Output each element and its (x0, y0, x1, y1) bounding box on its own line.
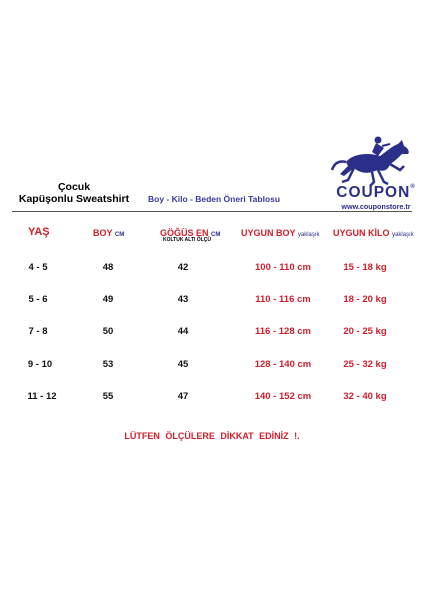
row-1-uygun-boy: 100 - 110 cm (255, 262, 311, 273)
row-3-uygun-kilo: 20 - 25 kg (343, 326, 387, 337)
row-1-yas: 4 - 5 (28, 262, 48, 273)
brand-name (334, 184, 418, 202)
row-4-uygun-boy: 128 - 140 cm (254, 359, 312, 370)
header-divider (12, 211, 412, 212)
row-2-yas: 5 - 6 (28, 294, 48, 305)
product-title (14, 181, 134, 205)
row-2-boy: 49 (102, 294, 114, 305)
product-title-line2: Kapüşonlu Sweatshirt (18, 193, 130, 205)
brand-website: www.couponstore.tr (341, 202, 411, 211)
row-4-yas: 9 - 10 (27, 359, 53, 370)
header-boy-unit: CM (114, 232, 125, 238)
row-2-gogus: 43 (177, 294, 189, 305)
row-1-boy: 48 (102, 262, 114, 273)
row-2-uygun-boy: 110 - 116 cm (255, 294, 311, 305)
registered-mark: ® (410, 184, 416, 190)
table-title: Boy - Kilo - Beden Öneri Tablosu (148, 194, 281, 204)
row-2-uygun-kilo: 18 - 20 kg (343, 294, 387, 305)
brand-name-text: COUPON (336, 184, 411, 201)
row-5-yas: 11 - 12 (27, 391, 57, 402)
header-uygun-kilo (333, 228, 414, 238)
row-3-gogus: 44 (177, 326, 189, 337)
header-boy (93, 228, 124, 238)
row-5-uygun-boy: 140 - 152 cm (254, 391, 312, 402)
header-uygun-kilo-sub: yaklaşık (392, 232, 414, 238)
row-4-boy: 53 (102, 359, 114, 370)
header-gogus-unit: CM (211, 232, 221, 238)
row-5-boy: 55 (102, 391, 114, 402)
header-uygun-boy-label: UYGUN BOY (241, 228, 296, 238)
row-1-gogus: 42 (177, 262, 189, 273)
row-1-uygun-kilo: 15 - 18 kg (343, 262, 387, 273)
product-title-line1: Çocuk (57, 181, 91, 193)
header-gogus-subnote: KOLTUK ALTI ÖLÇÜ (163, 237, 211, 243)
attention-note: LÜTFEN ÖLÇÜLERE DİKKAT EDİNİZ !. (124, 431, 300, 441)
header-uygun-boy (241, 228, 320, 238)
header-gogus-label: GÖĞÜS EN (160, 228, 209, 238)
row-3-yas: 7 - 8 (28, 326, 48, 337)
row-4-uygun-kilo: 25 - 32 kg (343, 359, 387, 370)
row-3-boy: 50 (102, 326, 114, 337)
header-boy-label: BOY (93, 228, 113, 238)
header-yas: YAŞ (28, 226, 50, 238)
row-5-gogus: 47 (177, 391, 189, 402)
row-3-uygun-boy: 116 - 128 cm (255, 326, 311, 337)
row-4-gogus: 45 (177, 359, 189, 370)
header-uygun-kilo-label: UYGUN KİLO (333, 228, 390, 238)
header-uygun-boy-sub: yaklaşık (297, 232, 320, 238)
row-5-uygun-kilo: 32 - 40 kg (343, 391, 387, 402)
